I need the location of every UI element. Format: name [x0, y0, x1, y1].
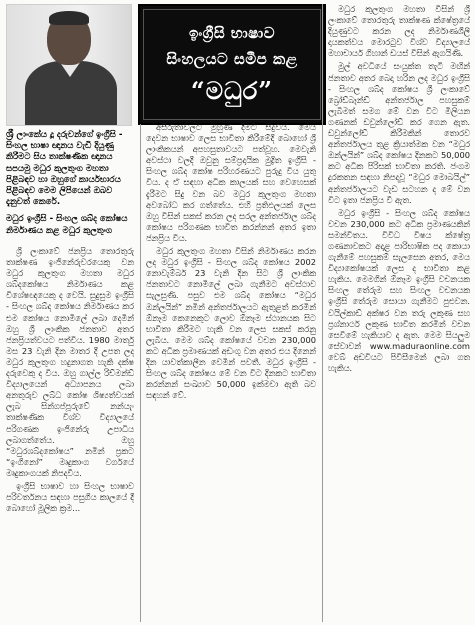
column-rule-2 — [322, 4, 323, 622]
article-column-1 — [6, 246, 134, 622]
headline-banner — [138, 4, 326, 125]
headline-line-2: සිංහලයට සමීප කළ — [166, 50, 298, 68]
paragraph: මධුර කුලතුංග මහතා විසින් ශ්‍රී ලංකාවේ තොරතුරු තාක්ෂණ ක්ෂේත්‍රයේ දියුණුවට කරන ලද නිර්මාණශීලී දායකත්වය මොරටුව විශ්ව විද්‍යාලයේ මහාචාර්ය ගිහාන් ඩයස් විසින් ඇගයිණි. — [328, 4, 470, 59]
intro-text: ලාංකේය දූ දරුවන්ගේ ඉංග්‍රීසි - සිංහල භාෂා ඥානය වැඩි දියුණු කිරීමට සිය තාක්ෂණික ඥානය සපයමු මධුර කුලතුංග මහතා පිළිබඳව හා ඔහුගේ කාර්යභාරය පිළිබඳව මෙම ලිපියෙන් ඔබව දැනුවත් කෙරේ. — [6, 130, 123, 208]
paragraph: ශ්‍රී ලංකාවේ ජනප්‍රිය තොරතුරු තාක්ෂණ ඉංජිනේරුවරයෙකු වන මධුර කුලතුංග මහතා මධුර ශබ්දකෝෂය නිර්මාණය කළ විශේෂඥයෙකු ද වෙයි. සුදුසුම ඉංග්‍රීසි - සිංහල ශබ්ද කෝෂය නිර්මාණය කර එම කෝෂය නොමිලේ ලබා දෙමින් ඔහු ශ්‍රී ලාංකික ජනතාව අතර ජනප්‍රියත්වයට පත්විය. 1980 මාර්තු මස 23 වැනි දින මාතර දී උපත ලද මධුර කුලතුංග හදුනාගත හැකි දක්ෂ දරුවෙකු ද විය. ඔහු ගාල්ල රිච්මන්ඩ් විද්‍යාලයෙන් අධ්‍යාපනය ලබා අනතුරුව ලබ්ධ කෝෂ ශිෂ්‍යත්වයක් ලැබ සින්ගප්පූරුවේ නන්යැං තාක්ෂණික විශ්ව විද්‍යාලයේ පරිගණක ඉංජිනේරු උපාධිය ලබාගත්තේය. ඔහු “මධුරශබ්දකෝෂය” නමින් ප්‍රකට “ඉංගිනෝ” මෘදුකාංග වර්ගයේ මෘදුකාංගයක් නිපදවීය. — [6, 246, 134, 478]
intro-lead-char: ශ්‍රී — [6, 128, 14, 140]
article-column-3 — [328, 4, 470, 622]
author-photo — [6, 4, 132, 126]
intro-subhead: මධුර ඉංග්‍රීසි - සිංහල ශබ්ද කෝෂය නිර්මාණය කළ මධුර කුලතුංග — [6, 214, 128, 236]
article-intro — [6, 129, 134, 237]
article-column-2 — [146, 122, 316, 622]
paragraph: මධුර ඉංග්‍රීසි - සිංහල ශබ්ද කෝෂය වචන 230,000 කට අධික ප්‍රමාණයකින් සමන්විතය. විවිධ විෂය ක්ෂේත්‍ර ගණනාවකට අදාළ පාරිභාෂික පද කොයා ගැනීමේ පහසුකම් සැලසෙන අතර, මෙය විද්‍යාකෝෂයක් ලෙස ද භාවිතා කළ හැකිය. මෙමගින් ඕනෑම ඉංග්‍රීසි වචනයක සිංහල තේරුම සහ සිංහල වචනයක ඉංග්‍රීසි තේරුම සොයා ගැනීමට පුළුවන. වයිල්කාඩ් අක්ෂර වන තරු ලකුණ සහ ප්‍රශ්නාර්ථ ලකුණ භාවිත කරමින් වචන සෙවීමේ හැකියාව ද ඇත. මෙම සියලුම සේවාවන් www.maduraonline.com වෙබ් අඩවියට පිවිසීමෙන් ලබා ගත හැකිය. — [328, 207, 470, 373]
paragraph: ඉංග්‍රීසි භාෂාව හා සිංහල භාෂාව පරිවර්තනය සඳහා පසුගිය කාලයේ දී බොහෝ මූලික ක්‍රම... — [6, 480, 134, 514]
headline-line-1: ඉංග්‍රීසි භාෂාව — [188, 24, 276, 42]
paragraph: අසීරුතාවලට මුහුණ දීමට සිදුවිය. මෙය දෙවන භාෂාව ලෙස භාවිතා කිරීමේදී බොහෝ ශ්‍රී ලාංකිකයන් අපහසුතාවයට පත්වූහ. මෙවැනි අවස්ථා වලදී ඔවුනු සම්ප්‍රදායික මුද්‍රිත ඉංග්‍රීසි - සිංහල ශබ්ද කෝෂ පරිහරණයට පුරුදු විය යුතු විය. ද ඒ සඳහා අධික කාලයක් සහ වෙහෙසක් දැරීමට සිදු වන බව මධුර කුලතුංග මහතා අවබෝධ කර ගත්තේය. එහි ප්‍රතිඵලයක් ලෙස ඔහු විසින් සකස් කරන ලද සරල අන්තර්ජාල ශබ්ද කෝෂය පරිගණක භාවිත කරන්නන් අතර ඉතා ජනප්‍රිය විය. — [146, 122, 316, 243]
paragraph: මුල් අවධියේ සංයුක්ත තැටි මඟින් ජනතාව අතර බෙදා හරින ලද මධුර ඉංග්‍රීසි - සිංහල ශබ්ද කෝෂය ශ්‍රී ලංකාවේ බ්‍රෝඩ්බෑන්ඩ් අන්තර්ජාල පහසුකම් ලැබීමත් සමග මේ වන විට මිලියන ගණනක් ඩවුන්ලෝඩ් කර ගෙන ඇත. ඩවුන්ලෝඩ් කිරීමකින් තොරව අන්තර්ජාලය තුළ ක්‍රියාත්මක වන “මධුර ඔන්ලයින්” ශබ්ද කෝෂය දිනකට 50,000 කට අධික පිරිසක් භාවිතා කරති. ජංගම දුරකතන සඳහා නිපදවූ “මධුර මොබයිල්” අන්තර්ජාලයට වැඩ සටහන ද මේ වන විට ඉතා ජනප්‍රිය වී ඇත. — [328, 61, 470, 205]
column-rule-1 — [140, 124, 141, 622]
headline-title: “මධුර” — [190, 76, 274, 105]
paragraph: මධුර කුලතුංග මහතා විසින් නිර්මාණය කරන ලද මධුර ඉංග්‍රීසි - සිංහල ශබ්ද කෝෂය 2002 නොවැම්බර් 23 වැනි දින සිට ශ්‍රී ලාංකික ජනතාවට නොමිලේ ලබා ගැනීමට අවස්ථාව සැලසුණි. පසුව එම ශබ්ද කෝෂය “මධුර ඔන්ලයින්” නමින් අන්තර්ජාලයට ඇතුළත් කරමින් ඕනෑම කෙනෙකුට ලොව ඕනෑම ස්ථානයක සිට භාවිතා කිරීමට හැකි වන ලෙස සකස් කරනු ලැබීය. මෙම ශබ්ද කෝෂයේ වචන 230,000 කට අධික ප්‍රමාණයක් අඩංගු වන අතර එය දිනෙන් දින යාවත්කාලීන වෙමින් පවතී. මධුර ඉංග්‍රීසි - සිංහල ශබ්ද කෝෂය මේ වන විට දිනකට භාවිතා කරන්නන් සංඛ්‍යාව 50,000 ඉක්මවා ඇති බව සඳහන් වේ. — [146, 246, 316, 401]
